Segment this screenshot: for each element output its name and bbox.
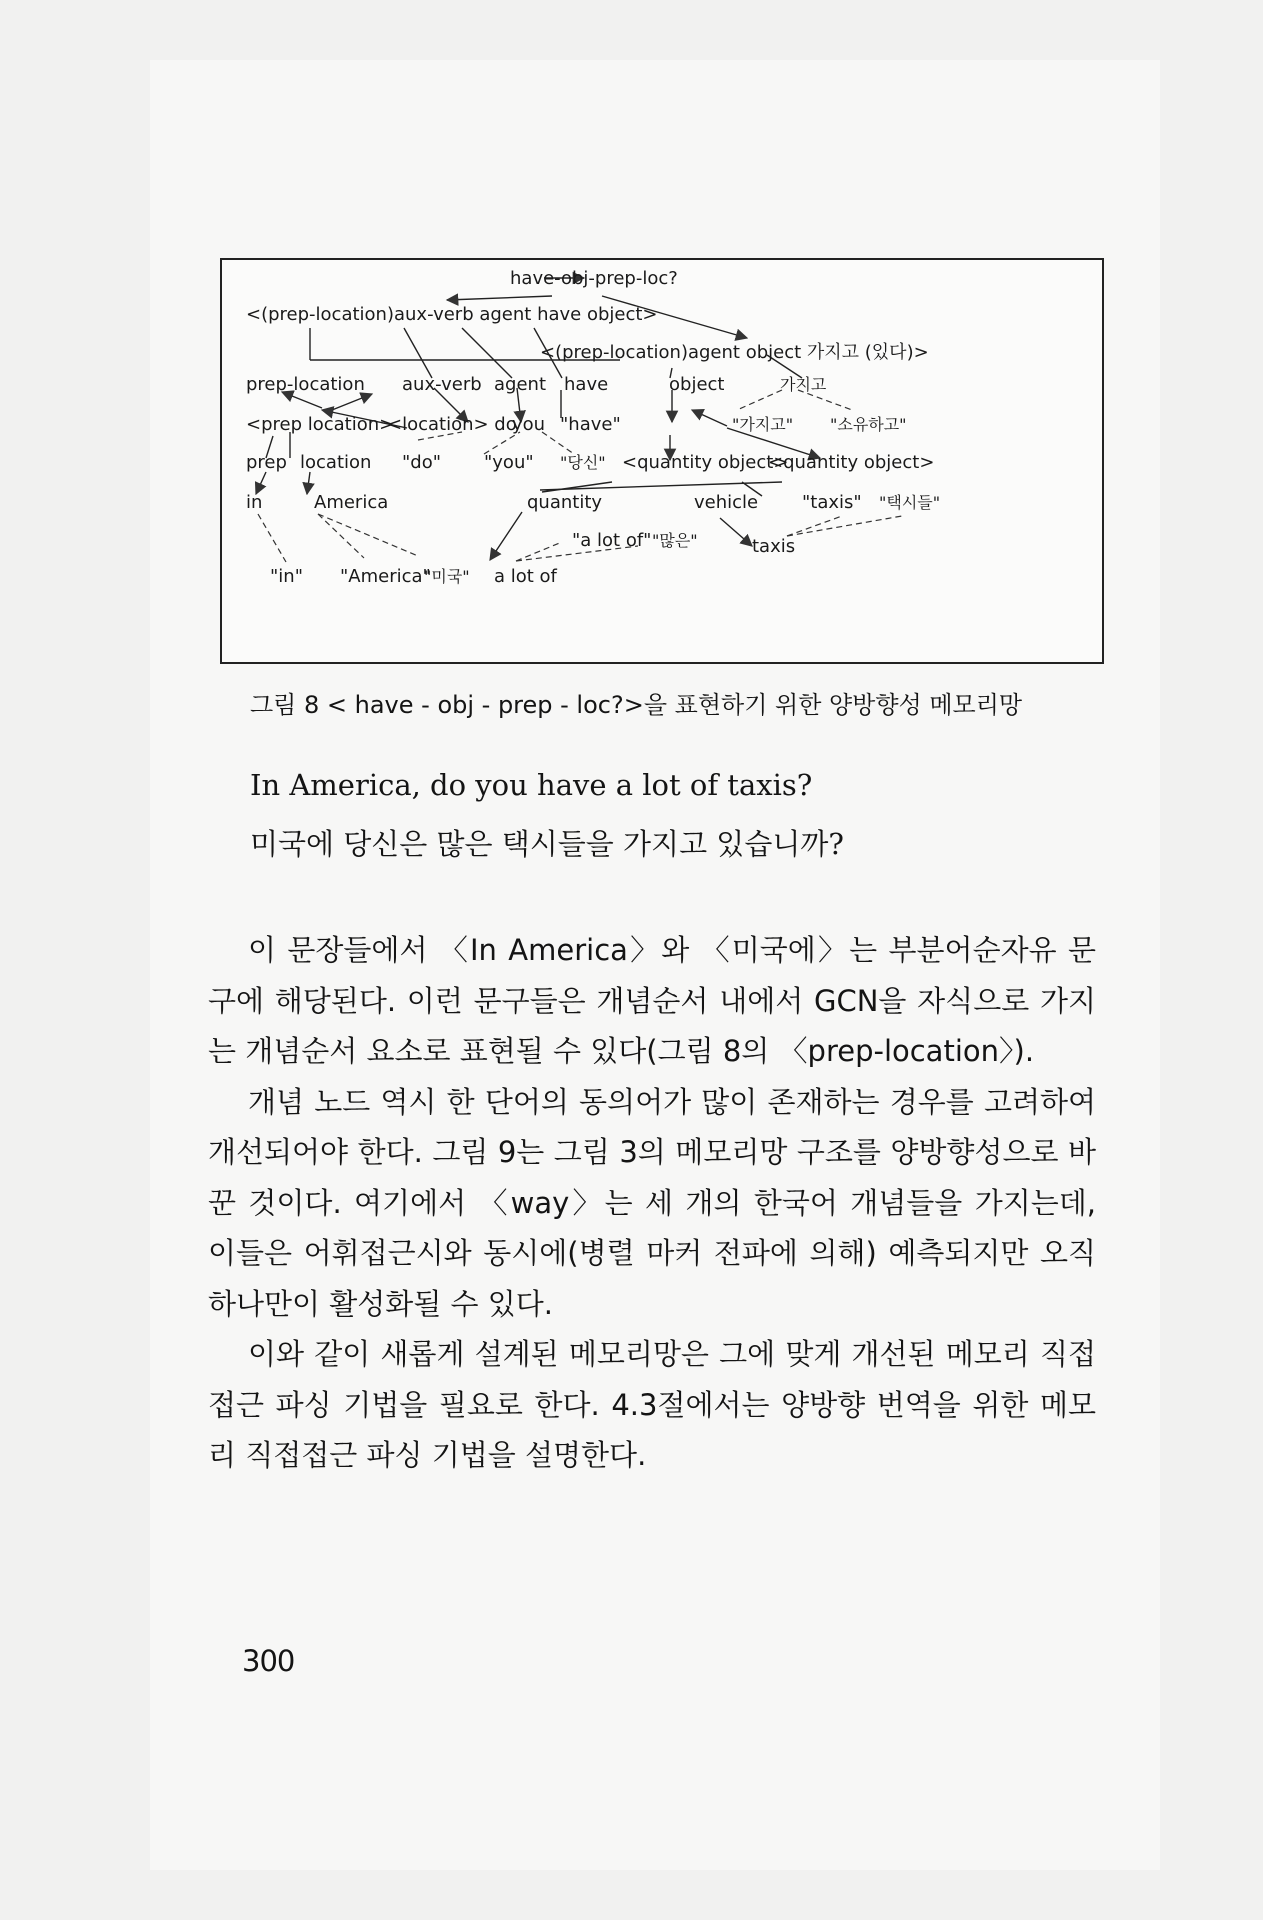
node-dangsin-lit: "당신": [560, 453, 606, 472]
node-quantity-object-1: <quantity object>: [622, 452, 789, 473]
edge-seq-loc: [332, 394, 372, 410]
node-gajigo-lit: "가지고": [732, 415, 794, 434]
node-in-lit: "in": [270, 566, 303, 587]
figure-caption: 그림 8 < have - obj - prep - loc?>을 표현하기 위한 양방향성 메모리망: [250, 691, 1023, 719]
example-sentence-en: In America, do you have a lot of taxis?: [250, 768, 813, 802]
node-object: object: [669, 374, 725, 395]
node-location-do: <location> do: [387, 414, 517, 435]
paragraph: 이 문장들에서 〈In America〉와 〈미국에〉는 부분어순자유 문구에 해당된다. 이런 문구들은 개념순서 내에서 GCN을 자식으로 가지는 개념순서 요소로 표현될 수 있다(그림 8의 〈prep-location〉).: [208, 933, 1096, 1068]
node-quantity-object-2: <quantity object>: [768, 452, 935, 473]
edge-qo2-quantity: [540, 482, 782, 490]
node-gajigo: 가지고: [780, 375, 827, 394]
dash-taxis-lit: [787, 516, 842, 536]
example-sentence-ko: 미국에 당신은 많은 택시들을 가지고 있습니까?: [250, 827, 844, 861]
node-have-lit: "have": [560, 414, 621, 435]
node-taeksideul-lit: "택시들": [879, 493, 941, 512]
edge-object-soyu: [692, 410, 727, 426]
node-a-lot-of: a lot of: [494, 566, 557, 587]
memory-network-figure: [220, 258, 1104, 664]
page-number: 300: [242, 1644, 295, 1678]
body-text: [208, 925, 1096, 1481]
node-america-lit: "America": [340, 566, 431, 587]
node-america: America: [314, 492, 389, 513]
node-prep: prep: [246, 452, 287, 473]
edge-root-en: [447, 296, 552, 300]
node-in: in: [246, 492, 263, 513]
node-ko-seq: <(prep-location)agent object 가지고 (있다)>: [540, 342, 929, 363]
node-prep-location-seq: <prep location>: [246, 414, 395, 435]
node-maneun-lit: "많은": [652, 531, 698, 550]
node-vehicle: vehicle: [694, 492, 759, 513]
node-miguk-lit: "미국": [424, 567, 470, 586]
dash-miguk: [318, 514, 418, 556]
dash-you: [484, 432, 520, 454]
node-agent: agent: [494, 374, 546, 395]
node-soyuhago-lit: "소유하고": [830, 415, 907, 434]
node-en-seq: <(prep-location)aux-verb agent have object>: [246, 304, 658, 325]
node-root: have-obj-prep-loc?: [510, 268, 678, 289]
node-taxis: taxis: [752, 536, 796, 557]
memory-network-diagram: [222, 260, 1102, 662]
edge-qo-quantity: [542, 482, 612, 492]
node-a-lot-of-lit: "a lot of": [572, 530, 652, 551]
edge-en-auxverb: [404, 328, 432, 378]
node-quantity: quantity: [527, 492, 603, 513]
edge-location-america: [307, 472, 310, 494]
paragraph: 개념 노드 역시 한 단어의 동의어가 많이 존재하는 경우를 고려하여 개선되어야 한다. 그림 9는 그림 3의 메모리망 구조를 양방향성으로 바꾼 것이다. 여기에서 〈way〉는 세 개의 한국어 개념들을 가지는데, 이들은 어휘접근시와 동시에(병렬 마커 전파에 의해) 예측되지만 오직 하나만이 활성화될 수 있다.: [208, 1084, 1096, 1321]
dash-america-lit: [318, 514, 364, 558]
dash-dangsin: [542, 432, 574, 454]
edge-prep-in: [256, 472, 266, 494]
node-do-lit: "do": [402, 452, 441, 473]
paragraph: 이와 같이 새롭게 설계된 메모리망은 그에 맞게 개선된 메모리 직접접근 파싱 기법을 필요로 한다. 4.3절에서는 양방향 번역을 위한 메모리 직접접근 파싱 기법을 설명한다.: [208, 1337, 1096, 1472]
node-aux-verb: aux-verb: [402, 374, 482, 395]
edge-en-agent: [462, 328, 512, 378]
edge-quantity-alotof: [490, 512, 522, 560]
dash-taeksi: [787, 516, 902, 536]
edge-vehicle-taxis: [720, 518, 752, 546]
node-have: have: [564, 374, 609, 395]
node-you-lit: "you": [484, 452, 534, 473]
node-taxis-lit: "taxis": [802, 492, 862, 513]
node-prep-location: prep-location: [246, 374, 365, 395]
dash-in: [258, 514, 286, 562]
dash-gajigo: [737, 390, 782, 410]
node-you: you: [512, 414, 546, 435]
node-location: location: [300, 452, 372, 473]
